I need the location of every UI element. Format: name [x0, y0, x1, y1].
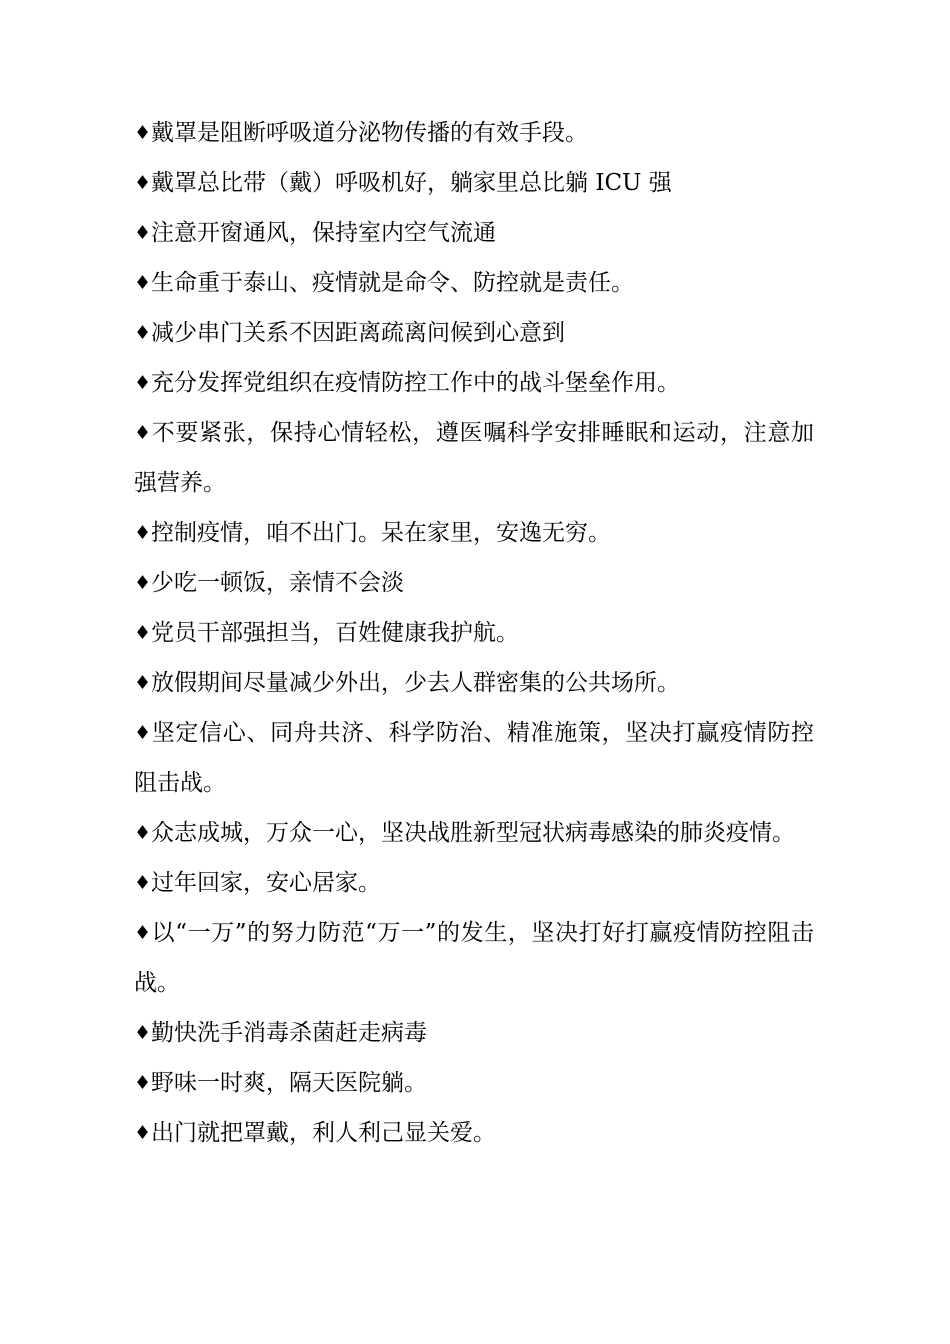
- list-item: [134, 858, 814, 908]
- list-item-text: 控制疫情，咱不出门。呆在家里，安逸无穷。: [151, 520, 612, 546]
- diamond-bullet-icon: ♦: [134, 872, 152, 894]
- list-item: [134, 708, 814, 808]
- list-item-text: 过年回家，安心居家。: [151, 870, 382, 896]
- diamond-bullet-icon: ♦: [134, 922, 152, 944]
- diamond-bullet-icon: ♦: [134, 722, 152, 744]
- list-item-text: 不要紧张，保持心情轻松，遵医嘱科学安排睡眠和运动，注意加强营养。: [134, 420, 814, 496]
- list-item: [134, 1008, 814, 1058]
- diamond-bullet-icon: ♦: [134, 172, 152, 194]
- list-item: [134, 108, 814, 158]
- list-item-text: 勤快洗手消毒杀菌赶走病毒: [151, 1020, 428, 1046]
- list-item-text: 众志成城，万众一心，坚决战胜新型冠状病毒感染的肺炎疫情。: [151, 820, 796, 846]
- list-item: [134, 1058, 814, 1108]
- list-item: [134, 908, 814, 1008]
- list-item-text: 坚定信心、同舟共济、科学防治、精准施策，坚决打赢疫情防控阻击战。: [134, 720, 814, 796]
- list-item-text: 放假期间尽量减少外出，少去人群密集的公共场所。: [151, 670, 681, 696]
- diamond-bullet-icon: ♦: [134, 322, 152, 344]
- diamond-bullet-icon: ♦: [134, 1022, 152, 1044]
- list-item: [134, 308, 814, 358]
- list-item-text: 注意开窗通风，保持室内空气流通: [151, 220, 497, 246]
- list-item: [134, 558, 814, 608]
- diamond-bullet-icon: ♦: [134, 1122, 152, 1144]
- diamond-bullet-icon: ♦: [134, 622, 152, 644]
- diamond-bullet-icon: ♦: [134, 1072, 152, 1094]
- diamond-bullet-icon: ♦: [134, 122, 152, 144]
- list-item: [134, 608, 814, 658]
- diamond-bullet-icon: ♦: [134, 672, 152, 694]
- list-item-text: 少吃一顿饭，亲情不会淡: [151, 570, 405, 596]
- diamond-bullet-icon: ♦: [134, 422, 152, 444]
- diamond-bullet-icon: ♦: [134, 272, 152, 294]
- list-item-text: 充分发挥党组织在疫情防控工作中的战斗堡垒作用。: [151, 370, 681, 396]
- list-item: [134, 658, 814, 708]
- list-item-text: 戴罩总比带（戴）呼吸机好，躺家里总比躺 ICU 强: [151, 170, 672, 196]
- diamond-bullet-icon: ♦: [134, 372, 152, 394]
- list-item-text: 野味一时爽，隔天医院躺。: [151, 1070, 428, 1096]
- list-item-text: 戴罩是阻断呼吸道分泌物传播的有效手段。: [151, 120, 589, 146]
- list-item-text: 以“一万”的努力防范“万一”的发生，坚决打好打赢疫情防控阻击战。: [134, 920, 814, 996]
- diamond-bullet-icon: ♦: [134, 222, 152, 244]
- slogan-list: [134, 108, 814, 1158]
- list-item-text: 出门就把罩戴，利人利己显关爱。: [151, 1120, 497, 1146]
- list-item-text: 减少串门关系不因距离疏离问候到心意到: [151, 320, 566, 346]
- list-item: [134, 808, 814, 858]
- diamond-bullet-icon: ♦: [134, 522, 152, 544]
- diamond-bullet-icon: ♦: [134, 572, 152, 594]
- list-item-text: 党员干部强担当，百姓健康我护航。: [151, 620, 520, 646]
- list-item: [134, 358, 814, 408]
- list-item-text: 生命重于泰山、疫情就是命令、防控就是责任。: [151, 270, 635, 296]
- list-item: [134, 508, 814, 558]
- list-item: [134, 408, 814, 508]
- diamond-bullet-icon: ♦: [134, 822, 152, 844]
- list-item: [134, 158, 814, 208]
- list-item: [134, 1108, 814, 1158]
- list-item: [134, 208, 814, 258]
- list-item: [134, 258, 814, 308]
